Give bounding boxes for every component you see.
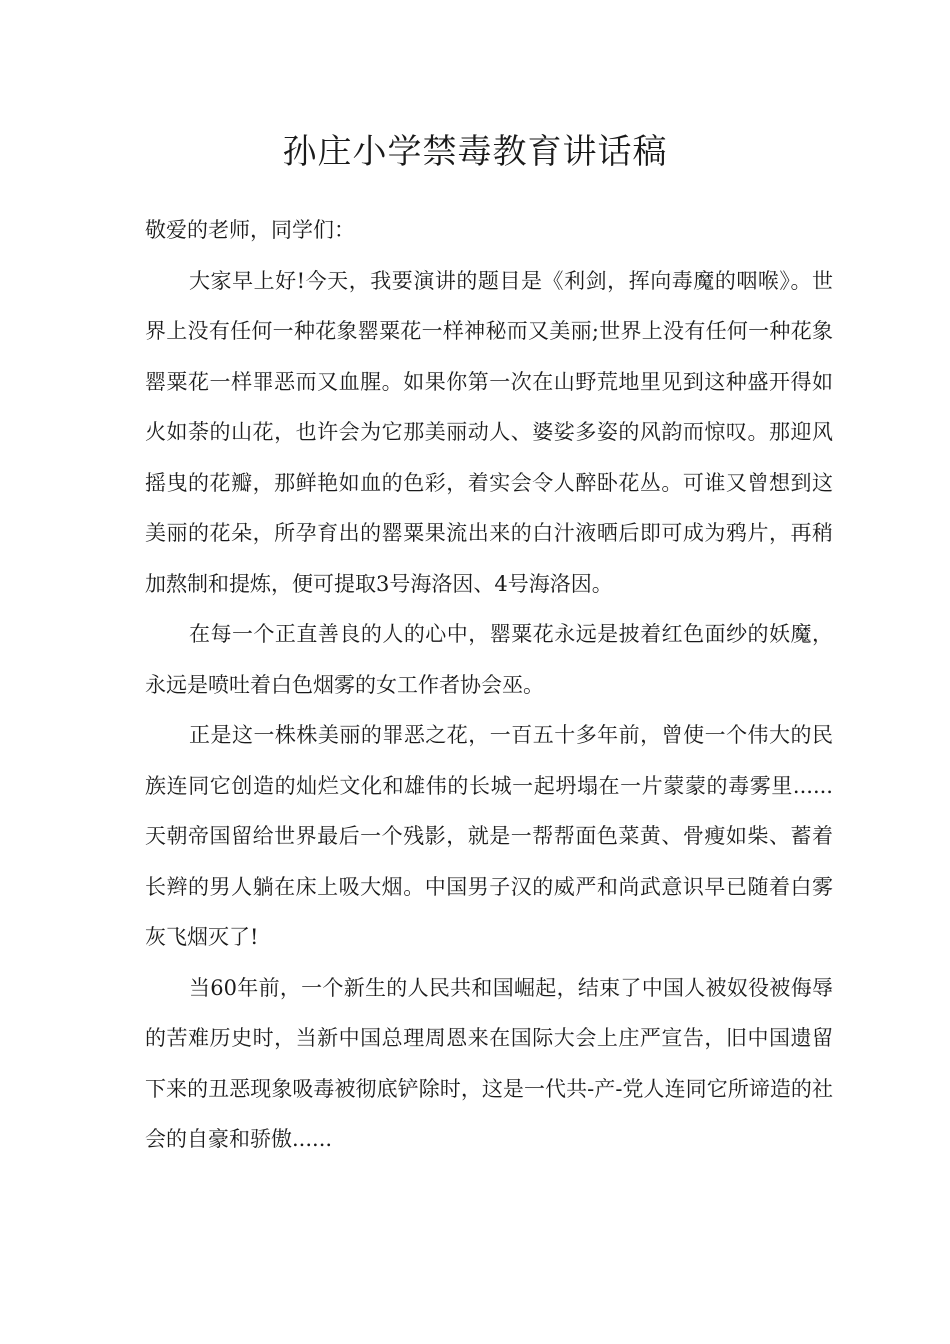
paragraph-2: 在每一个正直善良的人的心中，罂粟花永远是披着红色面纱的妖魔，永远是喷吐着白色烟雾的女工作者协会巫。 (145, 622, 833, 697)
document-title: 孙庄小学禁毒教育讲话稿 (282, 132, 668, 172)
greeting-line: 敬爱的老师，同学们： (145, 218, 355, 242)
paragraph-3: 正是这一株株美丽的罪恶之花，一百五十多年前，曾使一个伟大的民族连同它创造的灿烂文化和雄伟的长城一起坍塌在一片蒙蒙的毒雾里......天朝帝国留给世界最后一个残影，就是一帮帮面色菜黄、骨瘦如柴、蓄着长辫的男人躺在床上吸大烟。中国男子汉的威严和尚武意识早已随着白雾灰飞烟灭了! (145, 723, 833, 949)
document-body (145, 205, 833, 1165)
paragraph-1: 大家早上好!今天，我要演讲的题目是《利剑，挥向毒魔的咽喉》。世界上没有任何一种花象罂粟花一样神秘而又美丽;世界上没有任何一种花象罂粟花一样罪恶而又血腥。如果你第一次在山野荒地里见到这种盛开得如火如荼的山花，也许会为它那美丽动人、婆娑多姿的风韵而惊叹。那迎风摇曳的花瓣，那鲜艳如血的色彩，着实会令人醉卧花丛。可谁又曾想到这美丽的花朵，所孕育出的罂粟果流出来的白汁液晒后即可成为鸦片，再稍加熬制和提炼，便可提取3号海洛因、4号海洛因。 (145, 268, 833, 596)
paragraph-4: 当60年前，一个新生的人民共和国崛起，结束了中国人被奴役被侮辱的苦难历史时，当新中国总理周恩来在国际大会上庄严宣告，旧中国遗留下来的丑恶现象吸毒被彻底铲除时，这是一代共-产-党人连同它所谛造的社会的自豪和骄傲...... (145, 975, 833, 1151)
